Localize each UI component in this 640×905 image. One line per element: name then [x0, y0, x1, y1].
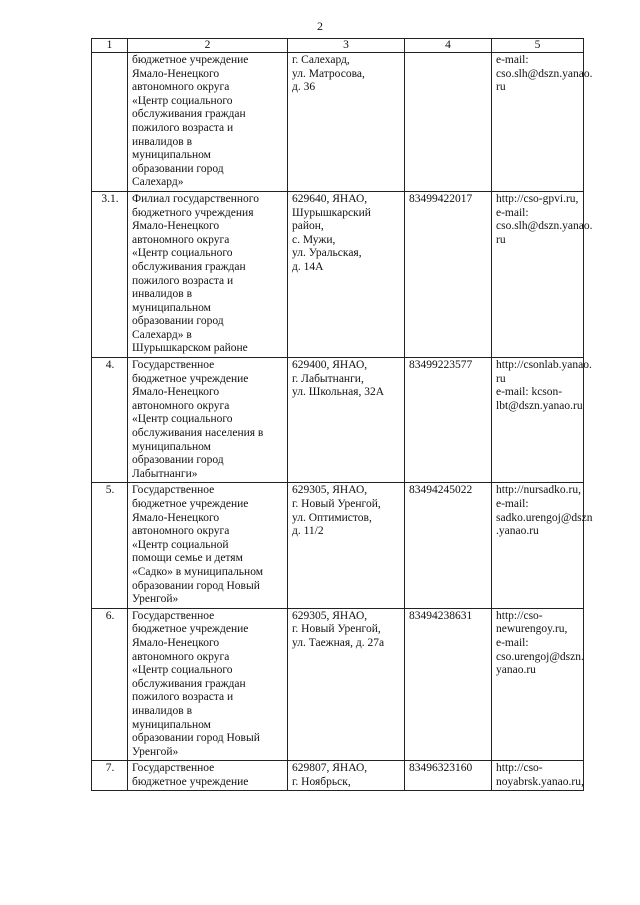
institution-name-line: Государственное [132, 762, 215, 775]
institution-name-line: Ямало-Ненецкого [132, 511, 220, 524]
institution-name-line: помощи семье и детям [132, 552, 243, 565]
phone-cell: 83499422017 [405, 191, 492, 357]
institution-name-line: Филиал государственного [132, 192, 259, 205]
table-row [92, 191, 584, 357]
institution-name-cell [128, 53, 288, 192]
address-line: ул. Матросова, [292, 67, 365, 80]
address-cell [288, 358, 405, 483]
institution-name-line: «Садко» в муниципальном [132, 565, 264, 578]
column-header-2: 2 [128, 39, 288, 53]
contacts-line: e-mail: [496, 54, 529, 66]
institution-name-line: Уренгой» [132, 745, 179, 758]
contacts-line: e-mail: [496, 498, 529, 510]
institution-name-line: образовании город [132, 315, 224, 328]
contacts-line: http://csonlab.yanao. [496, 359, 592, 372]
contacts-cell [492, 358, 592, 483]
institution-name-line: муниципальном [132, 718, 211, 731]
table-body [92, 53, 593, 791]
institution-name-line: Уренгой» [132, 593, 179, 606]
contacts-line: cso.slh@dszn.yanao. [496, 220, 593, 233]
institution-name-line: Салехард» в [132, 328, 192, 341]
institution-name-line: Лабытнанги» [132, 467, 198, 480]
address-line: г. Новый Уренгой, [292, 498, 381, 510]
institution-name-line: «Центр социального [132, 664, 233, 677]
contacts-cell [492, 483, 593, 608]
institution-name-cell [128, 761, 288, 791]
address-line: 629807, ЯНАО, [292, 762, 368, 775]
institution-name-line: Ямало-Ненецкого [132, 636, 220, 649]
institution-name-line: образовании город [132, 454, 224, 467]
phone-cell [405, 53, 492, 192]
address-line: 629640, ЯНАО, [292, 192, 368, 205]
contacts-line: cso.urengoj@dszn. [496, 650, 584, 663]
institution-name-line: бюджетное учреждение [132, 775, 249, 788]
institution-name-line: бюджетное учреждение [132, 623, 249, 636]
column-header-3: 3 [288, 39, 405, 53]
institution-name-line: «Центр социальной [132, 538, 229, 551]
phone-cell: 83494245022 [405, 483, 492, 608]
institution-name-line: образовании город Новый [132, 732, 260, 745]
institution-name-line: муниципальном [132, 440, 211, 453]
institution-name-line: инвалидов в [132, 135, 193, 148]
institution-name-line: Ямало-Ненецкого [132, 386, 220, 399]
institution-name-line: Государственное [132, 359, 215, 372]
institution-name-line: Государственное [132, 484, 215, 497]
column-header-4: 4 [405, 39, 492, 53]
address-line: г. Салехард, [292, 54, 350, 66]
table-row [92, 761, 584, 791]
contacts-line: ru [496, 81, 506, 94]
contacts-line: lbt@dszn.yanao.ru [496, 399, 583, 412]
institution-name-line: автономного округа [132, 525, 230, 538]
institution-name-line: муниципальном [132, 301, 211, 314]
address-line: г. Новый Уренгой, [292, 623, 381, 636]
contacts-line: .yanao.ru [496, 525, 539, 538]
contacts-line: noyabrsk.yanao.ru, [496, 775, 584, 788]
contacts-line: ru [496, 372, 506, 385]
contacts-line: newurengoy.ru, [496, 623, 568, 636]
institution-name-line: автономного округа [132, 81, 230, 94]
address-line: 629305, ЯНАО, [292, 609, 368, 622]
institution-name-cell [128, 358, 288, 483]
address-line: ул. Оптимистов, [292, 511, 372, 524]
institution-name-line: автономного округа [132, 399, 230, 412]
address-line: д. 14А [292, 260, 324, 273]
institution-name-line: образовании город [132, 162, 224, 175]
institution-name-line: Ямало-Ненецкого [132, 67, 220, 80]
column-header-5: 5 [492, 39, 584, 53]
table-row [92, 483, 584, 608]
institutions-table [91, 38, 593, 791]
address-line: ул. Школьная, 32А [292, 386, 385, 399]
address-line: г. Лабытнанги, [292, 372, 364, 385]
address-line: Шурышкарский [292, 206, 371, 219]
institution-name-line: автономного округа [132, 650, 230, 663]
address-line: 629305, ЯНАО, [292, 484, 368, 497]
table-header-row [92, 39, 584, 53]
contacts-line: e-mail: [496, 206, 529, 219]
institution-name-line: пожилого возраста и [132, 691, 234, 704]
institution-name-line: инвалидов в [132, 288, 193, 301]
address-line: ул. Таежная, д. 27а [292, 636, 385, 649]
contacts-cell [492, 761, 584, 791]
institution-name-line: обслуживания граждан [132, 260, 246, 273]
page-number: 2 [317, 19, 323, 33]
contacts-line: http://nursadko.ru, [496, 484, 581, 497]
institution-name-line: Государственное [132, 609, 215, 622]
institution-name-line: бюджетное учреждение [132, 498, 249, 510]
address-line: 629400, ЯНАО, [292, 359, 368, 372]
institution-name-line: бюджетное учреждение [132, 54, 249, 66]
address-cell [288, 191, 405, 357]
address-cell [288, 761, 405, 791]
table-row [92, 53, 584, 192]
phone-cell: 83496323160 [405, 761, 492, 791]
institution-name-line: «Центр социального [132, 94, 233, 107]
institution-name-cell [128, 483, 288, 608]
address-line: район, [292, 220, 324, 233]
row-number-cell: 5. [92, 483, 128, 608]
row-number-cell: 7. [92, 761, 128, 791]
phone-cell: 83494238631 [405, 608, 492, 761]
phone-cell: 83499223577 [405, 358, 492, 483]
institution-name-line: образовании город Новый [132, 579, 260, 592]
institution-name-line: бюджетное учреждение [132, 372, 249, 385]
table-row [92, 358, 584, 483]
address-line: с. Мужи, [292, 233, 336, 246]
contacts-cell [492, 191, 593, 357]
contacts-line: http://cso- [496, 609, 543, 622]
contacts-line: http://cso- [496, 762, 543, 775]
institution-name-line: обслуживания населения в [132, 427, 264, 440]
column-header-1: 1 [92, 39, 128, 53]
institution-name-cell [128, 191, 288, 357]
institution-name-line: инвалидов в [132, 704, 193, 717]
contacts-line: yanao.ru [496, 664, 536, 677]
contacts-line: ru [496, 233, 506, 246]
contacts-cell [492, 53, 593, 192]
institution-name-line: Шурышкарском районе [132, 342, 248, 355]
address-line: д. 11/2 [292, 525, 324, 538]
address-line: д. 36 [292, 81, 316, 94]
address-cell [288, 53, 405, 192]
address-line: ул. Уральская, [292, 247, 362, 260]
institution-name-line: муниципальном [132, 149, 211, 162]
institution-name-line: «Центр социального [132, 247, 233, 260]
row-number-cell: 6. [92, 608, 128, 761]
institution-name-line: Ямало-Ненецкого [132, 220, 220, 233]
address-cell [288, 608, 405, 761]
contacts-line: e-mail: [496, 636, 529, 649]
contacts-line: sadko.urengoj@dszn [496, 511, 593, 524]
institution-name-line: обслуживания граждан [132, 108, 246, 121]
table-row [92, 608, 584, 761]
institution-name-line: «Центр социального [132, 413, 233, 426]
row-number-cell: 4. [92, 358, 128, 483]
address-cell [288, 483, 405, 608]
institution-name-line: пожилого возраста и [132, 121, 234, 134]
contacts-cell [492, 608, 584, 761]
institution-name-cell [128, 608, 288, 761]
row-number-cell: 3.1. [92, 191, 128, 357]
institution-name-line: обслуживания граждан [132, 677, 246, 690]
institution-name-line: пожилого возраста и [132, 274, 234, 287]
row-number-cell [92, 53, 128, 192]
contacts-line: e-mail: kcson- [496, 386, 563, 399]
institution-name-line: автономного округа [132, 233, 230, 246]
contacts-line: http://cso-gpvi.ru, [496, 192, 579, 205]
institution-name-line: бюджетного учреждения [132, 206, 254, 219]
institution-name-line: Салехард» [132, 176, 184, 189]
address-line: г. Ноябрьск, [292, 775, 351, 788]
contacts-line: cso.slh@dszn.yanao. [496, 67, 593, 80]
